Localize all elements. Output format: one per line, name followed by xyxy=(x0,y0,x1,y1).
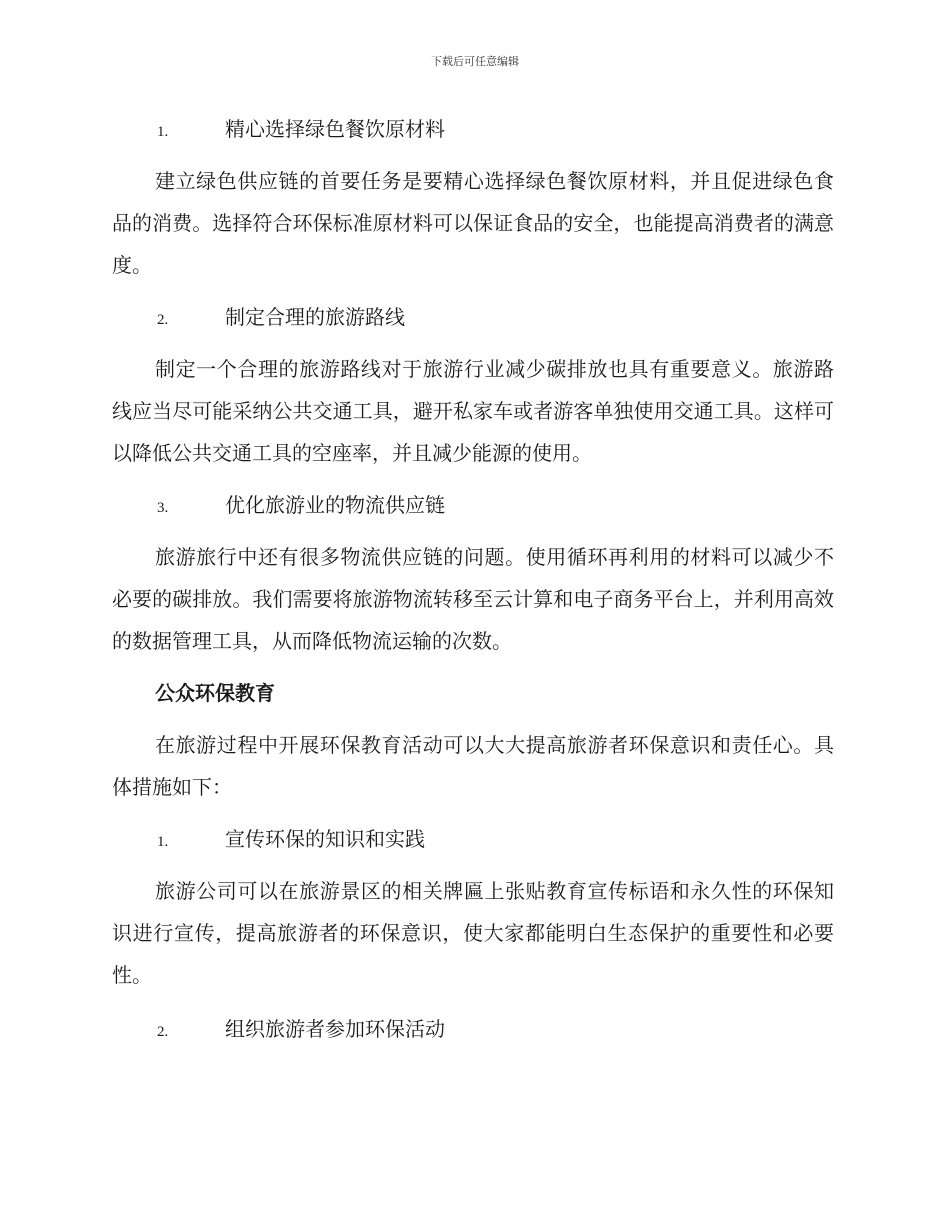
list-item-title: 宣传环保的知识和实践 xyxy=(225,827,425,851)
paragraph: 在旅游过程中开展环保教育活动可以大大提高旅游者环保意识和责任心。具体措施如下： xyxy=(112,733,834,799)
list-item xyxy=(112,296,834,338)
list-number: 2. xyxy=(157,312,169,328)
list-number: 1. xyxy=(157,124,169,140)
list-number: 3. xyxy=(157,500,169,516)
document-body xyxy=(112,108,834,1050)
list-number: 1. xyxy=(157,834,169,850)
list-item xyxy=(112,484,834,526)
list-item xyxy=(112,1008,834,1050)
paragraph: 旅游旅行中还有很多物流供应链的问题。使用循环再利用的材料可以减少不必要的碳排放。我们需要将旅游物流转移至云计算和电子商务平台上，并利用高效的数据管理工具，从而降低物流运输的次数。 xyxy=(112,545,834,653)
list-number: 2. xyxy=(157,1024,169,1040)
list-item-title: 精心选择绿色餐饮原材料 xyxy=(225,117,445,141)
list-item-title: 制定合理的旅游路线 xyxy=(225,305,405,329)
paragraph: 旅游公司可以在旅游景区的相关牌匾上张贴教育宣传标语和永久性的环保知识进行宣传，提高旅游者的环保意识，使大家都能明白生态保护的重要性和必要性。 xyxy=(112,879,834,987)
list-item-title: 组织旅游者参加环保活动 xyxy=(225,1017,445,1041)
list-item-title: 优化旅游业的物流供应链 xyxy=(225,493,445,517)
section-heading: 公众环保教育 xyxy=(155,681,275,705)
list-item xyxy=(112,818,834,860)
page-header-note: 下载后可任意编辑 xyxy=(431,55,519,68)
list-item xyxy=(112,108,834,150)
paragraph: 建立绿色供应链的首要任务是要精心选择绿色餐饮原材料，并且促进绿色食品的消费。选择符合环保标准原材料可以保证食品的安全，也能提高消费者的满意度。 xyxy=(112,169,834,277)
paragraph: 制定一个合理的旅游路线对于旅游行业减少碳排放也具有重要意义。旅游路线应当尽可能采纳公共交通工具，避开私家车或者游客单独使用交通工具。这样可以降低公共交通工具的空座率，并且减少能源的使用。 xyxy=(112,357,834,465)
